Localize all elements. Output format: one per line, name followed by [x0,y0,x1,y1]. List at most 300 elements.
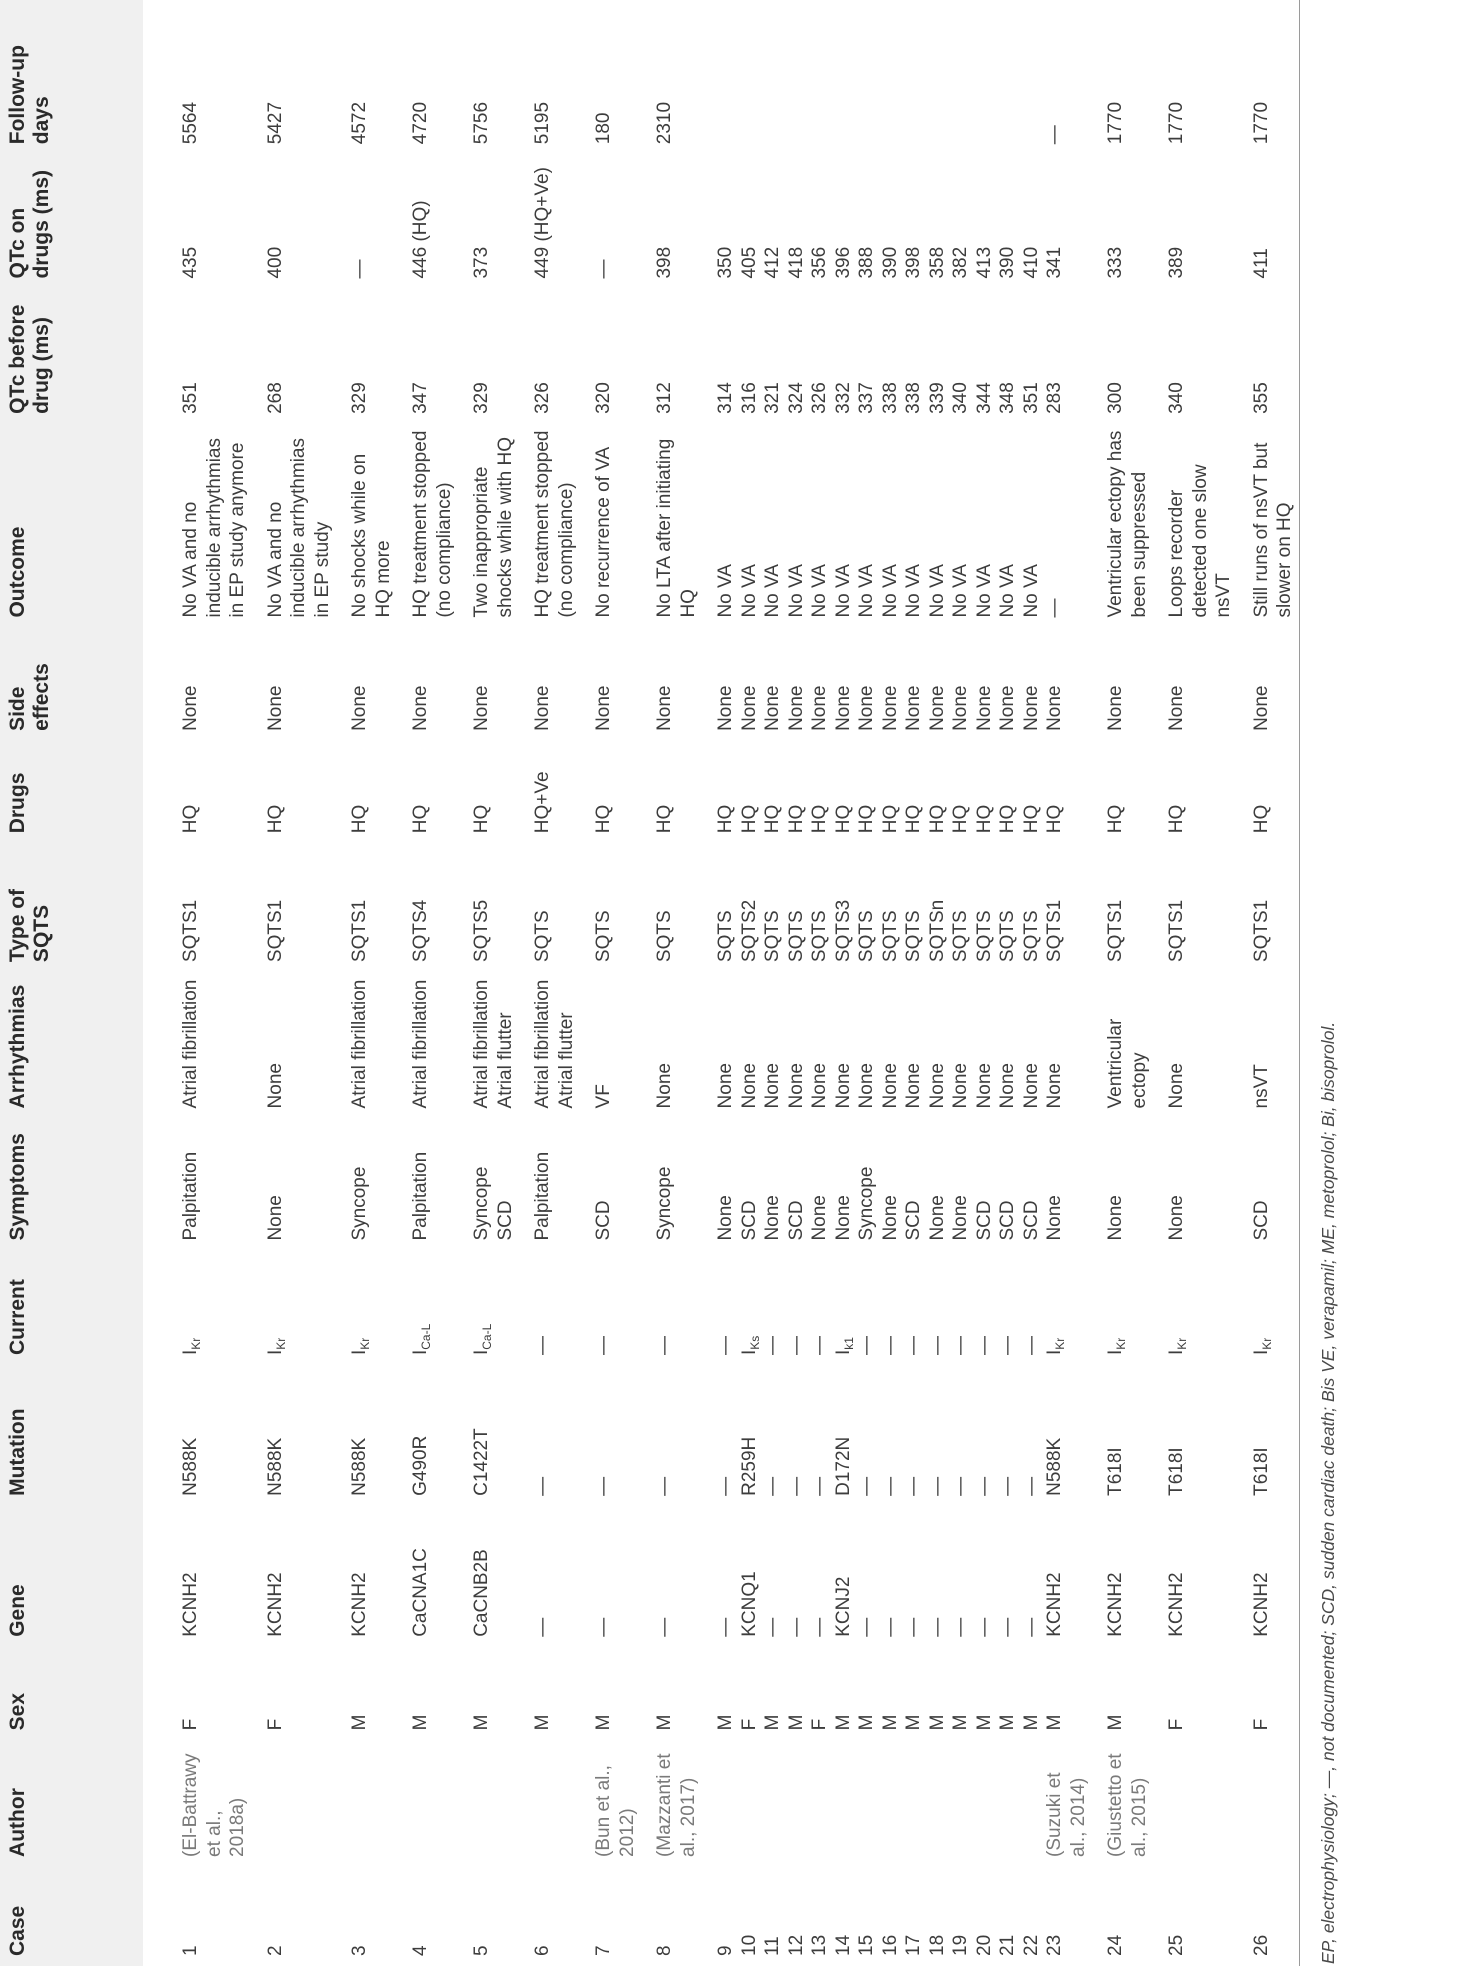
cell-qtc-on: 358 [926,246,948,279]
cell-arrhythmias: None [832,1063,854,1109]
cell-qtc-before: 320 [593,382,614,414]
cell-mutation: N588K [180,1437,201,1496]
cell-author [832,1740,856,1867]
cell-case: 13 [809,1934,830,1956]
current-symbol: — [1020,1336,1042,1356]
cell-follow [700,0,738,154]
table-row [395,0,456,1966]
cell-sex: F [1166,1718,1187,1731]
cell-qtc-on: 356 [809,246,830,279]
table-row [808,0,832,1966]
cell-type: SQTS [856,910,877,963]
cell-gene: KCNJ2 [832,1576,854,1637]
cell-type: SQTS1 [1044,899,1065,963]
cell-gene: CaCNB2B [471,1549,492,1637]
cell-outcome: No VA and no inducible arrhythmias in EP study anymore [180,438,248,618]
cell-mutation: G490R [410,1435,431,1496]
cell-case: 17 [903,1934,924,1956]
cell-current [738,1251,762,1365]
cell-sex: F [1250,1718,1272,1731]
cell-author [250,1740,335,1867]
cell-qtc-before: 268 [264,382,286,414]
cell-current [761,1251,785,1365]
cell-current [1020,1251,1044,1365]
cell-side: None [926,685,948,731]
cell-sex: M [950,1714,971,1731]
table-row [973,0,997,1966]
cell-type: SQTS [903,910,924,963]
current-symbol: — [785,1336,807,1356]
header-qtc-before: QTc before drug (ms) [0,289,143,424]
cell-mutation: T618I [1166,1447,1187,1496]
cell-outcome: No VA and no inducible arrhythmias in EP study [264,438,333,618]
cell-outcome: No VA [785,564,807,618]
cell-type: SQTS [997,910,1018,963]
cell-symptoms: SCD [1250,1200,1272,1241]
cell-gene: KCNH2 [1166,1572,1187,1637]
cell-sex: F [809,1718,830,1731]
cell-symptoms: None [1105,1195,1126,1241]
cell-qtc-on: 446 (HQ) [410,200,431,279]
cell-symptoms: SCD [973,1200,995,1241]
current-subscript: Kr [1053,1337,1067,1350]
table-row [639,0,700,1966]
cell-type: SQTS1 [1105,899,1126,963]
cell-qtc-before: 339 [926,382,948,414]
cell-author [785,1740,809,1867]
table-row [143,0,250,1966]
cell-case: 5 [471,1945,492,1956]
cell-side: None [762,685,783,731]
cell-qtc-before: 312 [654,382,675,414]
cell-outcome: No VA [832,564,854,618]
cell-symptoms: None [1166,1195,1187,1241]
cell-qtc-on: 398 [654,246,675,279]
cell-case: 2 [264,1945,286,1956]
cell-outcome: No VA [715,564,736,618]
cell-symptoms: None [264,1195,286,1241]
cell-case: 11 [762,1936,783,1956]
cell-qtc-before: 283 [1044,382,1065,414]
cell-follow [785,0,809,154]
cell-current [517,1251,578,1365]
cell-qtc-on: 341 [1044,246,1065,279]
cell-qtc-on: 418 [785,246,807,279]
cell-symptoms: Syncope [349,1166,370,1241]
cell-current [1151,1251,1236,1365]
cell-gene: KCNH2 [180,1572,201,1637]
cell-qtc-before: 348 [997,382,1018,414]
cell-drugs: HQ [738,804,760,834]
cell-sex: F [738,1718,760,1731]
cell-current [143,1251,250,1365]
cell-gene: — [715,1617,736,1637]
header-current: Current [0,1251,143,1365]
cell-current [808,1251,832,1365]
cell-qtc-on: 412 [762,246,783,279]
cell-type: SQTS [715,910,736,963]
cell-outcome: Loops recorder detected one slow nsVT [1166,464,1234,618]
cell-outcome: No VA [809,564,830,618]
cell-author: (Giustetto et al., 2015) [1105,1753,1150,1857]
cell-outcome: No VA [1020,564,1042,618]
cell-qtc-on: 373 [471,246,492,279]
table-row [250,0,335,1966]
cell-case: 21 [997,1934,1018,1956]
current-subscript: Kr [273,1337,288,1350]
cell-mutation: — [1020,1476,1042,1496]
cell-outcome: No VA [926,564,948,618]
cell-symptoms: None [926,1195,948,1241]
cell-case: 15 [856,1934,877,1956]
current-symbol: — [926,1336,948,1356]
cell-mutation: N588K [349,1437,370,1496]
cell-follow [879,0,903,154]
cell-qtc-before: 340 [950,382,971,414]
cell-sex: M [973,1714,995,1731]
cell-case: 6 [532,1945,553,1956]
cell-type: SQTS [654,910,675,963]
cell-qtc-on: 435 [180,246,201,279]
cell-arrhythmias: Atrial fibrillation [349,979,370,1109]
cell-side: None [1105,685,1126,731]
cell-follow [832,0,856,154]
cell-drugs: HQ [1044,804,1065,834]
table-row [1236,0,1300,1966]
cell-gene: — [1020,1617,1042,1637]
cell-case: 1 [180,1945,201,1956]
cell-current [949,1251,973,1365]
current-symbol: I [180,1349,201,1356]
cell-gene: — [879,1617,901,1637]
cell-sex: M [785,1714,807,1731]
cell-mutation: — [879,1476,901,1496]
cell-gene: KCNH2 [1250,1572,1272,1637]
cell-mutation: T618I [1105,1447,1126,1496]
cell-current [879,1251,903,1365]
cell-arrhythmias: None [879,1063,901,1109]
table-row [949,0,973,1966]
cell-type: SQTS3 [832,899,854,963]
table-row [996,0,1020,1966]
cell-case: 24 [1105,1934,1126,1956]
cell-outcome: No VA [856,564,877,618]
cell-drugs: HQ [950,804,971,834]
cell-current [926,1251,950,1365]
cell-follow [855,0,879,154]
cell-follow: 4572 [349,101,370,145]
table-body [143,0,1299,1966]
table-row [456,0,517,1966]
cell-sex: M [856,1714,877,1731]
cell-arrhythmias: None [973,1063,995,1109]
cell-current [996,1251,1020,1365]
cell-gene: KCNQ1 [738,1571,760,1637]
cell-symptoms: SCD [593,1200,614,1241]
cell-symptoms: SCD [1020,1200,1042,1241]
cell-side: None [832,685,854,731]
cell-current [578,1251,639,1365]
cell-author [334,1740,395,1867]
cell-arrhythmias: None [715,1063,736,1109]
cell-sex: M [832,1714,854,1731]
cell-arrhythmias: Atrial fibrillation [180,979,201,1109]
cell-arrhythmias: None [762,1063,783,1109]
cell-arrhythmias: None [654,1063,675,1109]
cell-author [1020,1740,1044,1867]
table-row [517,0,578,1966]
cell-mutation: — [809,1476,830,1496]
cell-qtc-before: 351 [180,382,201,414]
cell-author: (El-Battrawy et al., 2018a) [180,1753,248,1857]
cell-drugs: HQ [856,804,877,834]
cell-outcome: No VA [903,564,924,618]
cell-mutation: — [532,1476,553,1496]
cell-qtc-before: 344 [973,382,995,414]
cell-current [1043,1251,1090,1365]
cell-drugs: HQ [349,804,370,834]
cell-type: SQTSn [926,899,948,963]
cell-sex: M [349,1714,370,1731]
current-symbol: — [532,1336,553,1356]
cell-gene: KCNH2 [1105,1572,1126,1637]
cell-symptoms: SCD [903,1200,924,1241]
cell-symptoms: SCD [997,1200,1018,1241]
cell-side: None [1044,685,1065,731]
cell-arrhythmias: None [809,1063,830,1109]
current-symbol: I [471,1349,492,1356]
table-row [1090,0,1151,1966]
cell-gene: KCNH2 [1044,1572,1065,1637]
cell-qtc-before: 329 [471,382,492,414]
table-row [855,0,879,1966]
cell-outcome: No VA [973,564,995,618]
cell-case: 16 [879,1934,901,1956]
cell-mutation: — [593,1476,614,1496]
current-symbol: I [349,1349,370,1356]
cell-follow [902,0,926,154]
table-row [700,0,738,1966]
table-row [785,0,809,1966]
cell-current [456,1251,517,1365]
current-subscript: Kr [358,1337,372,1350]
current-symbol: — [809,1336,830,1356]
cell-mutation: — [785,1476,807,1496]
cell-current [334,1251,395,1365]
cell-author [996,1740,1020,1867]
cell-arrhythmias: Ventricular ectopy [1105,1018,1150,1109]
cell-sex: M [593,1714,614,1731]
cell-case: 9 [715,1945,736,1956]
header-author: Author [0,1740,143,1867]
cell-author [761,1740,785,1867]
cell-author [395,1740,456,1867]
cell-follow: 5427 [264,101,286,145]
cell-outcome: Ventricular ectopy has been suppressed [1105,430,1150,618]
header-case: Case [0,1867,143,1966]
cell-current [250,1251,335,1365]
cell-arrhythmias: None [1020,1063,1042,1109]
cell-sex: M [903,1714,924,1731]
cell-symptoms: Syncope [654,1166,675,1241]
cell-type: SQTS [973,910,995,963]
cell-follow [926,0,950,154]
cell-arrhythmias: nsVT [1250,1064,1272,1109]
cell-type: SQTS2 [738,899,760,963]
cell-drugs: HQ [1166,804,1187,834]
cell-mutation: R259H [738,1436,760,1496]
cell-drugs: HQ [654,804,675,834]
cell-mutation: — [997,1476,1018,1496]
cell-qtc-on: 350 [715,246,736,279]
cell-follow [973,0,997,154]
cell-author [902,1740,926,1867]
cell-qtc-on: 413 [973,246,995,279]
cell-sex: M [532,1714,553,1731]
cell-outcome: — [1044,598,1065,618]
cell-arrhythmias: None [950,1063,971,1109]
cell-gene: — [593,1617,614,1637]
cell-symptoms: SCD [785,1200,807,1241]
cell-type: SQTS1 [180,899,201,963]
cell-mutation: C1422T [471,1428,492,1496]
cell-side: None [950,685,971,731]
cell-drugs: HQ [715,804,736,834]
cell-drugs: HQ [264,804,286,834]
cell-sex: M [762,1714,783,1731]
table-row [738,0,762,1966]
cell-current [700,1251,738,1365]
table-row [578,0,639,1966]
cell-case: 14 [832,1934,854,1956]
cell-side: None [997,685,1018,731]
current-symbol: — [856,1336,877,1356]
current-symbol: — [593,1336,614,1356]
cell-author [973,1740,997,1867]
header-symptoms: Symptoms [0,1118,143,1250]
cell-mutation: — [903,1476,924,1496]
cell-qtc-on: 410 [1020,246,1042,279]
cell-sex: M [715,1714,736,1731]
cell-current [1090,1251,1151,1365]
cell-case: 26 [1250,1934,1272,1956]
cell-follow [808,0,832,154]
cell-side: None [264,685,286,731]
cell-side: None [593,685,614,731]
cell-sex: M [410,1714,431,1731]
current-subscript: Kr [1175,1337,1189,1350]
cell-qtc-on: 449 (HQ+Ve) [532,167,553,279]
current-symbol: — [762,1336,783,1356]
cell-symptoms: SCD [738,1200,760,1241]
cell-drugs: HQ [997,804,1018,834]
current-symbol: — [654,1336,675,1356]
cell-side: None [1166,685,1187,731]
cell-sex: M [654,1714,675,1731]
cell-symptoms: Palpitation [532,1151,553,1241]
cell-gene: — [785,1617,807,1637]
cell-mutation: N588K [264,1437,286,1496]
cell-symptoms: Palpitation [410,1151,431,1241]
cell-qtc-before: 326 [532,382,553,414]
cell-follow: 5195 [532,101,553,145]
cell-symptoms: None [879,1195,901,1241]
cell-case: 12 [785,1934,807,1956]
cell-arrhythmias: VF [593,1084,614,1109]
cell-qtc-before: 351 [1020,382,1042,414]
cell-side: None [856,685,877,731]
cell-mutation: — [973,1476,995,1496]
table-header [0,0,143,1966]
cell-case: 8 [654,1945,675,1956]
cell-side: None [785,685,807,731]
cell-author [700,1740,738,1867]
current-symbol: — [903,1336,924,1356]
cell-type: SQTS [950,910,971,963]
cell-gene: — [654,1617,675,1637]
cell-side: None [738,685,760,731]
cell-qtc-on: — [593,259,614,279]
cell-mutation: — [715,1476,736,1496]
cell-qtc-on: 405 [738,246,760,279]
cell-gene: — [950,1617,971,1637]
cell-gene: — [532,1617,553,1637]
cell-follow: 1770 [1105,101,1126,145]
cell-symptoms: None [950,1195,971,1241]
cell-case: 25 [1166,1934,1187,1956]
cell-author: (Suzuki et al., 2014) [1044,1772,1089,1857]
cell-drugs: HQ [785,804,807,834]
current-symbol: I [264,1349,286,1356]
cell-outcome: No VA [762,564,783,618]
cell-outcome: Two inappropriate shocks while with HQ [471,436,516,618]
cell-drugs: HQ [903,804,924,834]
cell-case: 18 [926,1934,948,1956]
cell-sex: F [264,1718,286,1731]
cell-author: (Bun et al., 2012) [593,1765,638,1857]
cell-qtc-on: 411 [1250,248,1272,279]
cell-gene: — [762,1617,783,1637]
current-symbol: — [997,1336,1018,1356]
table-row [334,0,395,1966]
cell-sex: M [926,1714,948,1731]
header-mutation: Mutation [0,1365,143,1506]
table-row [926,0,950,1966]
cell-qtc-before: 321 [762,382,783,414]
cell-follow: — [1044,125,1065,145]
cell-type: SQTS [809,910,830,963]
header-type: Type of SQTS [0,843,143,972]
cell-current [855,1251,879,1365]
cell-drugs: HQ+Ve [532,771,553,834]
cell-author [949,1740,973,1867]
cell-arrhythmias: None [264,1063,286,1109]
current-subscript: Kr [1259,1337,1274,1350]
cell-qtc-on: 388 [856,246,877,279]
header-gene: Gene [0,1506,143,1647]
cell-qtc-on: 389 [1166,246,1187,279]
header-sex: Sex [0,1647,143,1741]
cell-qtc-on: — [349,259,370,279]
header-arrhythmias: Arrhythmias [0,972,143,1118]
cell-outcome: No recurrence of VA [593,446,614,618]
header-row [0,0,143,1966]
cell-side: None [532,685,553,731]
current-symbol: I [832,1349,854,1356]
cell-drugs: HQ [762,804,783,834]
cell-drugs: HQ [832,804,854,834]
cell-sex: M [1105,1714,1126,1731]
